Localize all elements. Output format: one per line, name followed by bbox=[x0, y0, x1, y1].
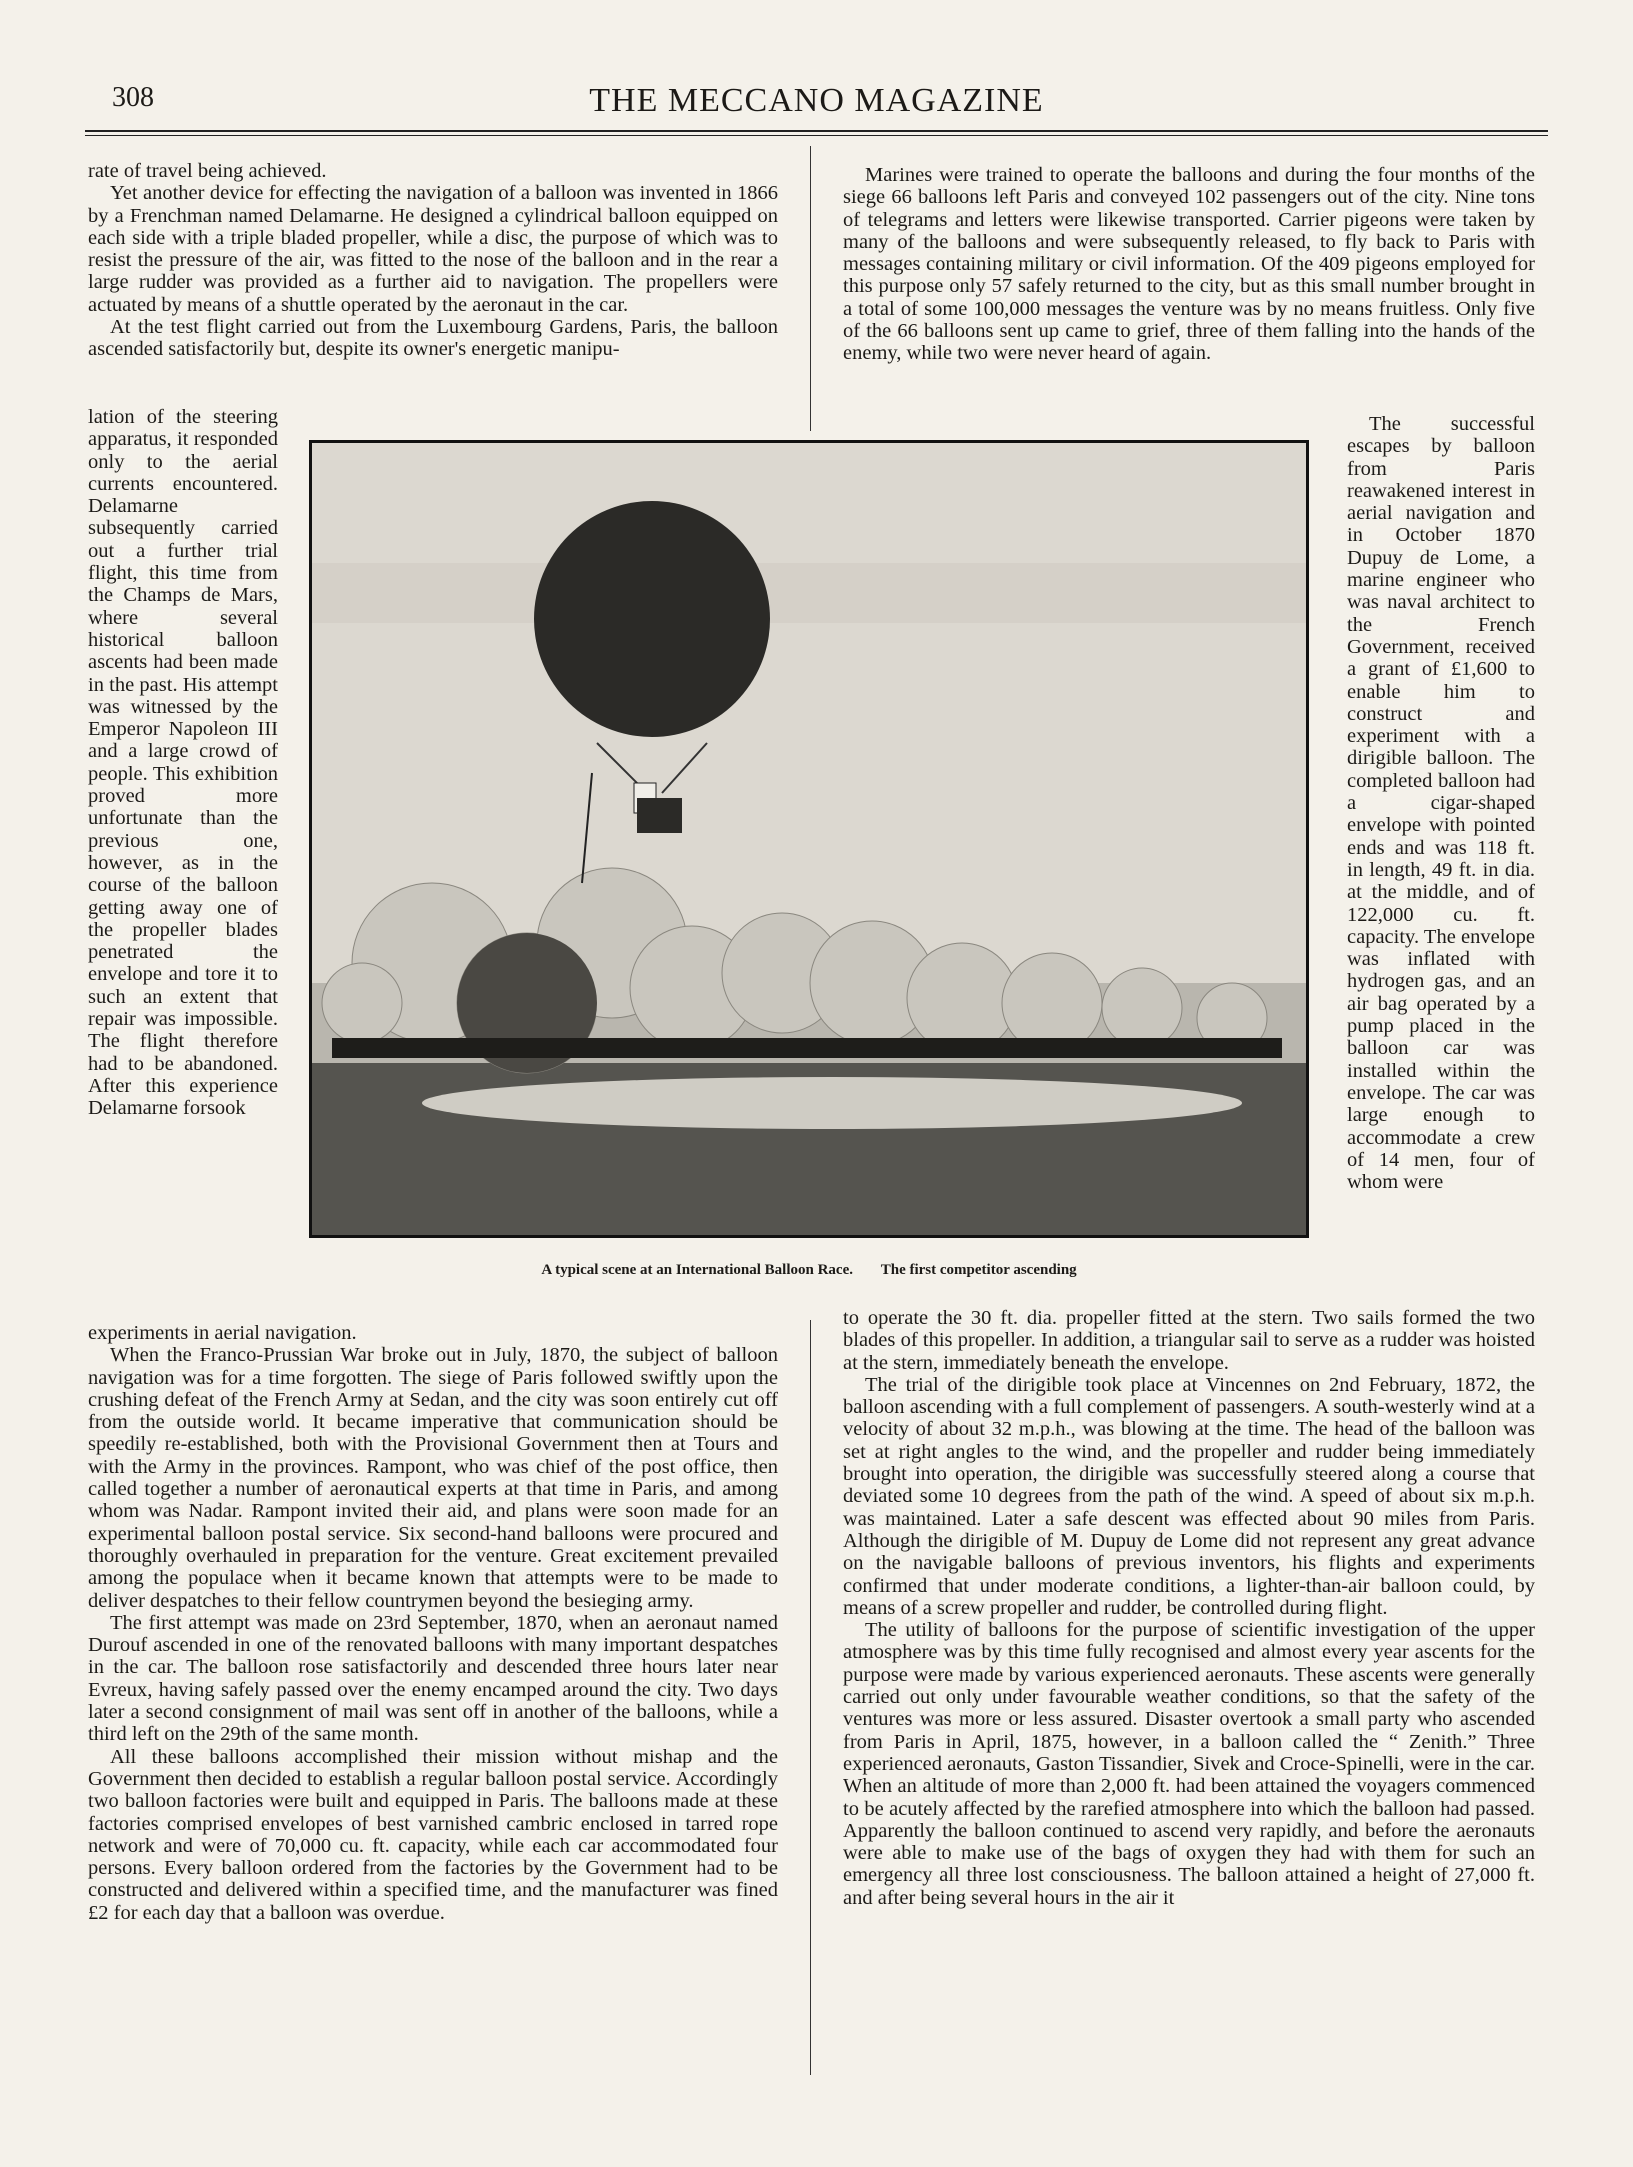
header-rule bbox=[85, 130, 1548, 136]
paragraph: lation of the steering apparatus, it responded only to the aerial currents encountered. Delamarne subsequently carried out a further trial flight, this time from the Champs de Mars, where several historical balloon ascents had been made in the past. His attempt was witnessed by the Emperor Napoleon III and a large crowd of people. This exhibition proved more unfortunate than the previous one, however, as in the course of the balloon getting away one of the propeller blades penetrated the envelope and tore it to such an extent that repair was impossible. The flight therefore had to be abandoned. After this experience Delamarne forsook bbox=[88, 406, 278, 1120]
paragraph: experiments in aerial navigation. bbox=[88, 1322, 357, 1344]
column-divider-bottom bbox=[810, 1320, 811, 2075]
paragraph: The successful escapes by balloon from Paris reawakened interest in aerial navigation and in October 1870 Dupuy de Lome, a marine engineer who was naval architect to the French Government, received a grant of £1,600 to enable him to construct and experiment with a dirigible balloon. The completed balloon had a cigar-shaped envelope with pointed ends and was 118 ft. in length, 49 ft. in dia. at the middle, and of 122,000 cu. ft. capacity. The envelope was inflated with hydrogen gas, and an air bag operated by a pump placed in the balloon car was installed within the envelope. The car was large enough to accommodate a crew of 14 men, four of whom were bbox=[1347, 413, 1535, 1194]
caption-part-2: The first competitor ascending bbox=[880, 1262, 1077, 1278]
paragraph: When the Franco-Prussian War broke out in July, 1870, the subject of balloon navigation was for a time forgotten. The siege of Paris followed swiftly upon the crushing defeat of the French Army at Sedan, and the city was soon entirely cut off from the outside world. It became imperative that communication should be speedily re-established, both with the Provisional Government then at Tours and with the Army in the provinces. Rampont, who was chief of the post office, then called together a number of aeronautical experts at that time in Paris, and among whom was Nadar. Rampont invited their aid, and plans were soon made for an experimental balloon postal service. Six second-hand balloons were procured and thoroughly overhauled in preparation for the venture. Great excitement prevailed among the populace when it became known that attempts were to be made to deliver despatches to their fellow countrymen beyond the besieging army. bbox=[88, 1344, 778, 1612]
paragraph: Marines were trained to operate the balloons and during the four months of the siege 66 balloons left Paris and conveyed 102 passengers out of the city. Nine tons of telegrams and letters were likewise transported. Carrier pigeons were taken by many of the balloons and were subsequently released, to fly back to Paris with messages containing military or civil information. Of the 409 pigeons employed for this purpose only 57 safely returned to the city, but as this small number brought in a total of some 100,000 messages the venture was by no means fruitless. Only five of the 66 balloons sent up came to grief, three of them falling into the hands of the enemy, while two were never heard of again. bbox=[843, 164, 1535, 365]
right-narrow-text bbox=[1347, 413, 1535, 1193]
right-column-bottom-text bbox=[843, 1307, 1535, 1909]
balloon-photograph bbox=[309, 440, 1309, 1238]
page-number: 308 bbox=[112, 82, 154, 113]
paragraph: The first attempt was made on 23rd September, 1870, when an aeronaut named Durouf ascended in one of the renovated balloons with many important despatches in the car. The balloon rose satisfactorily and descended three hours later near Evreux, having safely passed over the enemy encamped around the city. Two days later a second consignment of mail was sent off in another of the balloons, while a third left on the 29th of the same month. bbox=[88, 1611, 778, 1746]
left-column-top-text bbox=[88, 160, 778, 361]
paragraph: All these balloons accomplished their mission without mishap and the Government then decided to establish a regular balloon postal service. Accordingly two balloon factories were built and equipped in Paris. The balloons made at these factories comprised envelopes of best varnished cambric enclosed in tarred rope network and were of 70,000 cu. ft. capacity, while each car accommodated four persons. Every balloon ordered from the factories by the Government had to be constructed and delivered within a specified time, and the manufacturer was fined £2 for each day that a balloon was overdue. bbox=[88, 1745, 778, 1924]
caption-part-1: A typical scene at an International Balloon Race. bbox=[541, 1262, 853, 1278]
balloon-race-image bbox=[312, 443, 1306, 1235]
figure-caption bbox=[309, 1262, 1309, 1279]
paragraph: At the test flight carried out from the Luxembourg Gardens, Paris, the balloon ascended satisfactorily but, despite its owner's energetic manipu- bbox=[88, 316, 778, 361]
paragraph: rate of travel being achieved. bbox=[88, 160, 327, 182]
paragraph: Yet another device for effecting the navigation of a balloon was invented in 1866 by a Frenchman named Delamarne. He designed a cylindrical balloon equipped on each side with a triple bladed propeller, while a disc, the purpose of which was to resist the pressure of the air, was fitted to the nose of the balloon and in the rear a large rudder was provided as a further aid to navigation. The propellers were actuated by means of a shuttle operated by the aeronaut in the car. bbox=[88, 182, 778, 316]
paragraph: The utility of balloons for the purpose of scientific investigation of the upper atmosphere was by this time fully recognised and almost every year ascents for the purpose were made by various experienced aeronauts. These ascents were generally carried out only under favourable weather conditions, so that the safety of the ventures was more or less assured. Disaster overtook a small party who ascended from Paris in April, 1875, however, in a balloon called the “ Zenith.” Three experienced aeronauts, Gaston Tissandier, Sivek and Croce-Spinelli, were in the car. When an altitude of more than 2,000 ft. had been attained the voyagers commenced to be acutely affected by the rarefied atmosphere into which the balloon had passed. Apparently the balloon continued to ascend very rapidly, and before the aeronauts were able to make use of the bags of oxygen they had with them for such an emergency all three lost consciousness. The balloon attained a height of 27,000 ft. and after being several hours in the air it bbox=[843, 1619, 1535, 1909]
paragraph: The trial of the dirigible took place at Vincennes on 2nd February, 1872, the balloon ascending with a full complement of passengers. A south-westerly wind at a velocity of about 32 m.p.h., was blowing at the time. The head of the balloon was set at right angles to the wind, and the propeller and rudder being immediately brought into operation, the dirigible was successfully steered along a course that deviated some 10 degrees from the path of the wind. A speed of about six m.p.h. was maintained. Later a safe descent was effected about 90 miles from Paris. Although the dirigible of M. Dupuy de Lome did not represent any great advance on the navigable balloons of previous inventors, his flights and experiments confirmed that under moderate conditions, a lighter-than-air balloon could, by means of a screw propeller and rudder, be controlled during flight. bbox=[843, 1373, 1535, 1619]
right-column-top-text bbox=[843, 164, 1535, 365]
magazine-title: THE MECCANO MAGAZINE bbox=[589, 82, 1044, 119]
paragraph: to operate the 30 ft. dia. propeller fitted at the stern. Two sails formed the two blades of this propeller. In addition, a triangular sail to serve as a rudder was hoisted at the stern, immediately beneath the envelope. bbox=[843, 1307, 1535, 1374]
column-divider-top bbox=[810, 146, 811, 431]
left-column-bottom-text bbox=[88, 1322, 778, 1924]
left-narrow-text bbox=[88, 406, 278, 1120]
